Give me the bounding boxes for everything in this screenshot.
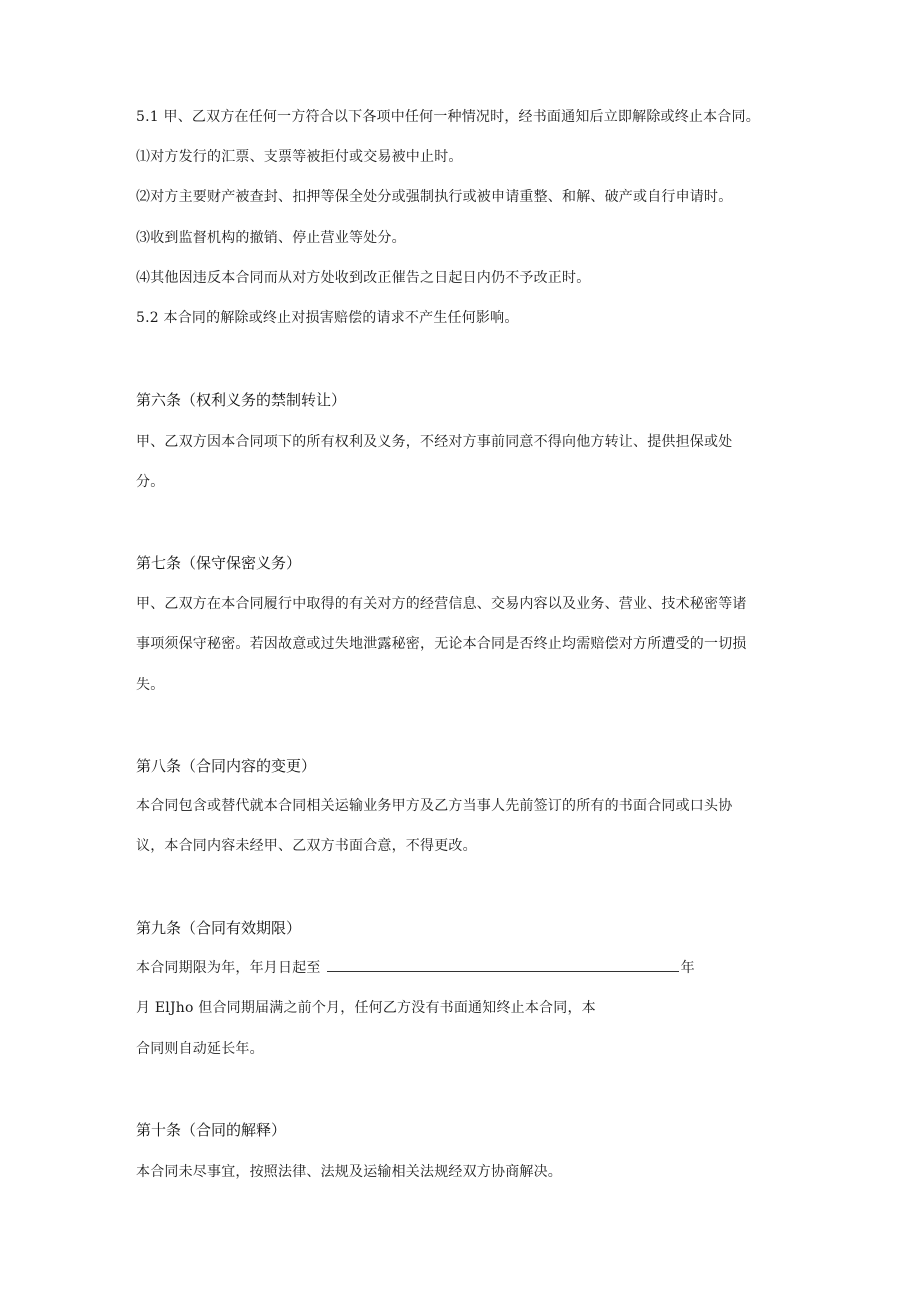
article-8-heading: 第八条（合同内容的变更） xyxy=(136,757,317,775)
article-6-heading: 第六条（权利义务的禁制转让） xyxy=(136,391,347,409)
article-10-heading: 第十条（合同的解释） xyxy=(136,1121,287,1139)
clause-5-1-item-1: ⑴对方发行的汇票、支票等被拒付或交易被中止时。 xyxy=(136,149,463,165)
clause-5-1-item-3: ⑶收到监督机构的撤销、停止营业等处分。 xyxy=(136,230,406,246)
clause-5-2: 5.2 本合同的解除或终止对损害赔偿的请求不产生任何影响。 xyxy=(136,310,519,326)
article-8-line-2: 议，本合同内容未经甲、乙双方书面合意，不得更改。 xyxy=(136,838,477,854)
article-9-line-1 xyxy=(136,958,695,978)
article-9-line-3: 合同则自动延长年。 xyxy=(136,1041,264,1057)
article-6-line-2: 分。 xyxy=(136,474,165,490)
clause-5-1-item-2: ⑵对方主要财产被查封、扣押等保全处分或强制执行或被申请重整、和解、破产或自行申请时。 xyxy=(136,189,733,205)
clause-5-1-item-4: ⑷其他因违反本合同而从对方处收到改正催告之日起日内仍不予改正时。 xyxy=(136,270,591,286)
article-7-line-1: 甲、乙双方在本合同履行中取得的有关对方的经营信息、交易内容以及业务、营业、技术秘密等诸 xyxy=(136,596,747,612)
article-7-line-3: 失。 xyxy=(136,677,165,693)
article-7-line-2: 事项须保守秘密。若因故意或过失地泄露秘密，无论本合同是否终止均需赔偿对方所遭受的一切损 xyxy=(136,636,747,652)
article-9-line-1-year: 年 xyxy=(680,960,695,976)
article-9-line-1-text: 本合同期限为年，年月日起至 xyxy=(136,960,321,976)
article-7-heading: 第七条（保守保密义务） xyxy=(136,554,302,572)
article-8-line-1: 本合同包含或替代就本合同相关运输业务甲方及乙方当事人先前签订的所有的书面合同或口头协 xyxy=(136,798,733,814)
article-9-line-2: 月 ElJho 但合同期届满之前个月，任何乙方没有书面通知终止本合同，本 xyxy=(136,1000,596,1016)
article-9-heading: 第九条（合同有效期限） xyxy=(136,919,302,937)
date-blank-line xyxy=(327,959,679,972)
article-10-line-1: 本合同未尽事宜，按照法律、法规及运输相关法规经双方协商解决。 xyxy=(136,1164,562,1180)
clause-5-1: 5.1 甲、乙双方在任何一方符合以下各项中任何一种情况时，经书面通知后立即解除或终止本合同。 xyxy=(136,109,760,125)
article-6-line-1: 甲、乙双方因本合同项下的所有权利及义务，不经对方事前同意不得向他方转让、提供担保或处 xyxy=(136,434,733,450)
